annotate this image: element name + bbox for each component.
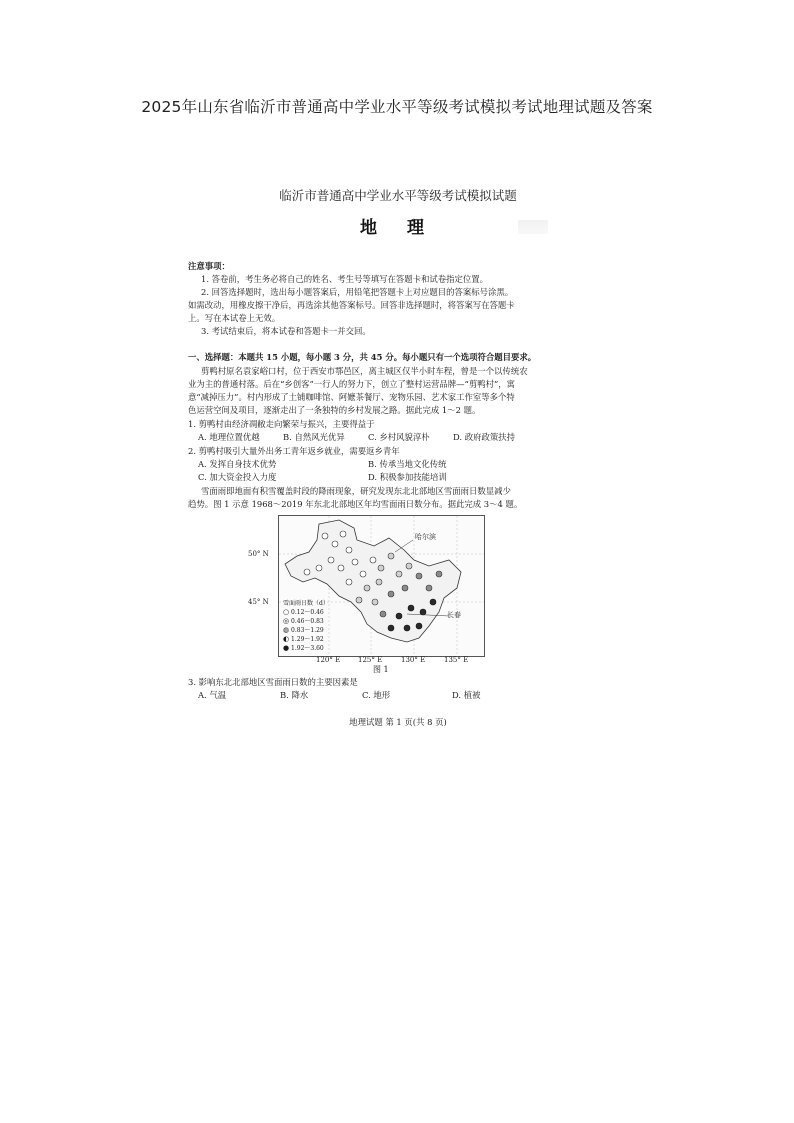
question-stem: 1. 剪鸭村由经济凋敝走向繁荣与振兴，主要得益于 (188, 419, 375, 429)
option: B. 自然风光优异 (283, 432, 345, 442)
passage-line: 业为主的普通村落。后在“乡创客”一行人的努力下，创立了整村运营品牌—“剪鸭村”，寓 (188, 379, 515, 389)
notice-title: 注意事项： (188, 261, 230, 271)
figure-caption: 图 1 (373, 665, 389, 674)
page-title: 2025年山东省临沂市普通高中学业水平等级考试模拟考试地理试题及答案 (141, 98, 653, 116)
question-options (198, 689, 481, 701)
longitude-label: 120° E (316, 656, 341, 664)
longitude-label: 125° E (358, 656, 383, 664)
exam-page-scan (188, 180, 608, 740)
question-options (198, 431, 515, 443)
passage-line: 意“减掉压力”。村内形成了土铺咖啡馆、阿嬷茶餐厅、宠物乐园、艺术家工作室等多个特 (188, 392, 515, 402)
option: A. 地理位置优越 (198, 432, 260, 442)
map-legend (283, 600, 329, 653)
option: C. 加大资金投入力度 (198, 472, 277, 482)
legend-title: 雪面雨日数（d） (283, 600, 329, 607)
notice-line: 上。写在本试卷上无效。 (188, 313, 281, 323)
passage-line: 雪面雨即地面有积雪覆盖时段的降雨现象，研究发现东北北部地区雪面雨日数显减少 (201, 486, 511, 496)
option: C. 乡村风貌淳朴 (368, 432, 430, 442)
longitude-label: 135° E (444, 656, 469, 664)
notice-line: 3. 考试结束后，将本试卷和答题卡一并交回。 (201, 326, 371, 336)
scan-smudge (518, 220, 548, 234)
latitude-label: 50° N (248, 550, 269, 558)
city-label-changchun: 长春 (447, 611, 461, 619)
passage-line: 趋势。图 1 示意 1968～2019 年东北北部地区年均雪面雨日数分布。据此完成 3～4 题。 (188, 499, 523, 509)
option: D. 植被 (452, 690, 481, 700)
option: A. 气温 (198, 690, 227, 700)
notice-line: 1. 答卷前，考生务必将自己的姓名、考生号等填写在答题卡和试卷指定位置。 (201, 274, 489, 284)
option: D. 积极参加技能培训 (368, 472, 447, 482)
legend-circle-icon: ○ (283, 608, 290, 616)
legend-circle-icon: ◎ (283, 617, 290, 625)
legend-item: 0.83～1.29 (291, 627, 324, 634)
question-stem: 3. 影响东北北部地区雪面雨日数的主要因素是 (188, 677, 358, 687)
latitude-label: 45° N (248, 598, 269, 606)
question-stem: 2. 剪鸭村吸引大量外出务工青年返乡就业，需要返乡青年 (188, 446, 400, 456)
longitude-label: 130° E (401, 656, 426, 664)
question-options (198, 471, 447, 483)
notice-line: 2. 回答选择题时，选出每小题答案后，用铅笔把答题卡上对应题目的答案标号涂黑。 (201, 287, 514, 297)
legend-item: 1.29～1.92 (291, 636, 324, 643)
section-heading: 一、选择题：本题共 15 小题，每小题 3 分，共 45 分。每小题只有一个选项符合题目要求。 (188, 352, 537, 362)
option: C. 地形 (362, 690, 391, 700)
option: D. 政府政策扶持 (453, 432, 515, 442)
subject-title: 地 理 (360, 218, 436, 238)
legend-circle-icon: ● (283, 644, 290, 652)
notice-line: 如需改动，用橡皮擦干净后，再选涂其他答案标号。回答非选择题时，将答案写在答题卡 (188, 300, 515, 310)
exam-header: 临沂市普通高中学业水平等级考试模拟试题 (279, 188, 517, 203)
city-label-harbin: 哈尔滨 (415, 533, 436, 541)
option: B. 降水 (280, 690, 309, 700)
option: A. 发挥自身技术优势 (198, 459, 277, 469)
page-footer: 地理试题 第 1 页(共 8 页) (349, 717, 447, 727)
passage-line: 色运营空间及项目，逐渐走出了一条独特的乡村发展之路。据此完成 1～2 题。 (188, 405, 481, 415)
passage-line: 剪鸭村原名袁家峪口村，位于西安市鄠邑区，离主城区仅半小时车程，曾是一个以传统农 (201, 366, 528, 376)
legend-circle-icon: ◍ (283, 626, 290, 634)
legend-item: 0.46～0.83 (291, 618, 324, 625)
legend-item: 0.12～0.46 (291, 609, 324, 616)
snow-rain-map (278, 515, 485, 657)
legend-circle-icon: ◐ (283, 635, 290, 643)
legend-item: 1.92～3.60 (291, 645, 324, 652)
option: B. 传承当地文化传统 (368, 459, 447, 469)
question-options (198, 458, 446, 470)
